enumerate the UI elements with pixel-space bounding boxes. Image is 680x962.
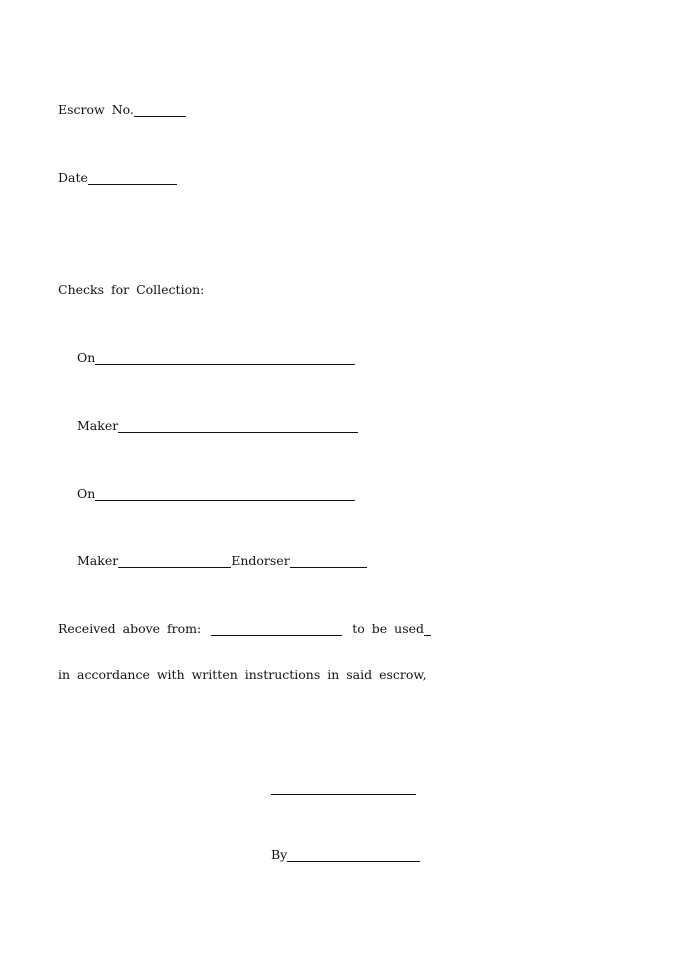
instructions-row — [58, 668, 427, 684]
maker-endorser-row — [77, 554, 367, 570]
on-label-1: On — [77, 350, 96, 365]
signature-field[interactable] — [271, 781, 416, 795]
endorser-label: Endorser — [231, 553, 290, 568]
maker-label-1: Maker — [77, 418, 119, 433]
instructions-text: in accordance with written instructions in said escrow, — [58, 667, 427, 682]
maker-field-1[interactable] — [118, 419, 358, 433]
received-label: Received above from: — [58, 621, 202, 636]
maker-row-1 — [77, 419, 358, 435]
date-field[interactable] — [88, 171, 177, 185]
date-label: Date — [58, 170, 88, 185]
escrow-number-row — [58, 103, 186, 119]
endorser-field[interactable] — [290, 554, 367, 568]
escrow-number-label: Escrow No. — [58, 102, 134, 117]
received-from-field[interactable] — [211, 622, 342, 636]
on-field-1[interactable] — [95, 351, 355, 365]
to-be-used-field[interactable] — [424, 622, 431, 636]
to-be-used-label: to be used — [352, 621, 425, 636]
by-label: By — [271, 847, 288, 862]
on-row-2 — [77, 487, 355, 503]
signature-row — [271, 781, 416, 797]
on-label-2: On — [77, 486, 96, 501]
checks-heading: Checks for Collection: — [58, 282, 205, 297]
date-row — [58, 171, 177, 187]
maker-field-2[interactable] — [118, 554, 231, 568]
received-row — [58, 622, 431, 638]
maker-label-2: Maker — [77, 553, 119, 568]
by-field[interactable] — [287, 848, 420, 862]
checks-heading-row — [58, 283, 204, 299]
by-row — [271, 848, 420, 864]
on-row-1 — [77, 351, 355, 367]
on-field-2[interactable] — [95, 487, 355, 501]
escrow-number-field[interactable] — [134, 103, 186, 117]
